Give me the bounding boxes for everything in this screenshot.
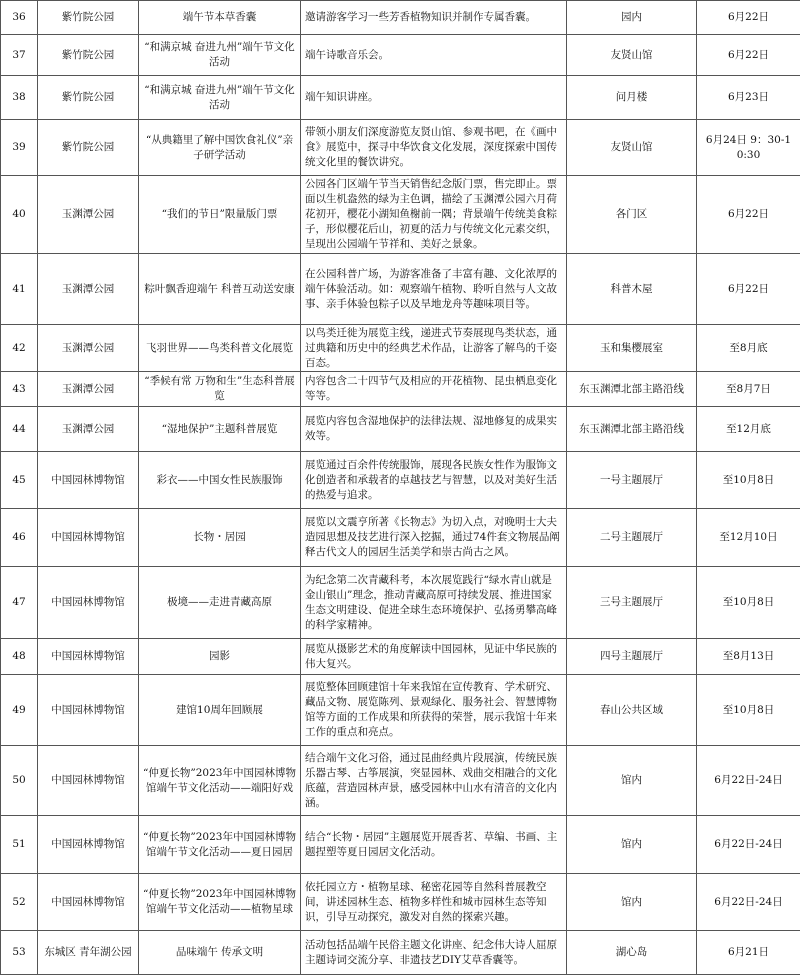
table-row: [1, 675, 800, 746]
activity-name: 品味端午 传承文明: [139, 931, 301, 975]
activity-date: 6月24日 9：30-10:30: [697, 120, 800, 176]
activity-location: 东玉渊潭北部主路沿线: [567, 407, 697, 452]
activity-name: “季候有常 万物和生”生态科普展览: [139, 372, 301, 407]
activity-date: 6月22日: [697, 176, 800, 254]
activity-description: 展览以文震亨所著《长物志》为切入点，对晚明士大夫造园思想及技艺进行深入挖掘，通过74件套文物展品阐释古代文人的园居生活美学和崇古尚古之风。: [301, 509, 567, 567]
park-name: 玉渊潭公园: [38, 372, 139, 407]
activity-date: 6月22日-24日: [697, 746, 800, 816]
activity-description: 邀请游客学习一些芳香植物知识并制作专属香囊。: [301, 1, 567, 35]
park-name: 紫竹院公园: [38, 1, 139, 35]
activity-location: 馆内: [567, 746, 697, 816]
activity-description: 结合端午文化习俗，通过昆曲经典片段展演，传统民族乐器古琴、古筝展演，突显园林、戏曲交相融合的文化底蕴，营造园林声景，感受园林中山水有清音的文化内涵。: [301, 746, 567, 816]
activity-date: 至10月8日: [697, 567, 800, 639]
row-number: 37: [1, 35, 38, 76]
activity-name: “从典籍里了解中国饮食礼仪”亲子研学活动: [139, 120, 301, 176]
activity-date: 6月22日: [697, 35, 800, 76]
activity-date: 至10月8日: [697, 452, 800, 509]
park-name: 中国园林博物馆: [38, 567, 139, 639]
row-number: 40: [1, 176, 38, 254]
activity-location: 湖心岛: [567, 931, 697, 975]
park-name: 紫竹院公园: [38, 76, 139, 120]
row-number: 38: [1, 76, 38, 120]
row-number: 49: [1, 675, 38, 746]
table-row: [1, 372, 800, 407]
activity-date: 至8月7日: [697, 372, 800, 407]
activity-description: 带领小朋友们深度游览友贤山馆、参观书吧，在《画中食》展览中，探寻中华饮食文化发展，深度探索中国传统文化里的餐饮讲究。: [301, 120, 567, 176]
activity-name: 园影: [139, 639, 301, 675]
activity-location: 园内: [567, 1, 697, 35]
table-row: [1, 746, 800, 816]
activity-date: 至12月10日: [697, 509, 800, 567]
row-number: 44: [1, 407, 38, 452]
table-row: [1, 254, 800, 325]
row-number: 42: [1, 325, 38, 372]
activity-name: “湿地保护”主题科普展览: [139, 407, 301, 452]
activity-description: 依托园立方・植物星球、秘密花园等自然科普展教空间，讲述园林生态、植物多样性和城市园林生态等知识，引导互动探究，激发对自然的探索兴趣。: [301, 874, 567, 931]
activity-name: 粽叶飘香迎端午 科普互动送安康: [139, 254, 301, 325]
activity-date: 6月22日-24日: [697, 874, 800, 931]
activity-date: 至10月8日: [697, 675, 800, 746]
activity-description: 活动包括品端午民俗主题文化讲座、纪念伟大诗人屈原主题诗词交流分享、非遗技艺DIY艾草香囊等。: [301, 931, 567, 975]
table-row: [1, 639, 800, 675]
row-number: 43: [1, 372, 38, 407]
table-row: [1, 931, 800, 975]
park-name: 玉渊潭公园: [38, 176, 139, 254]
table-row: [1, 407, 800, 452]
activity-date: 6月22日-24日: [697, 816, 800, 874]
table-row: [1, 76, 800, 120]
activity-date: 至12月底: [697, 407, 800, 452]
activity-description: 展览内容包含湿地保护的法律法规、湿地修复的成果实效等。: [301, 407, 567, 452]
activity-location: 二号主题展厅: [567, 509, 697, 567]
park-name: 玉渊潭公园: [38, 254, 139, 325]
row-number: 41: [1, 254, 38, 325]
activity-location: 问月楼: [567, 76, 697, 120]
activity-name: “我们的节日”限量版门票: [139, 176, 301, 254]
activity-location: 玉和集樱展室: [567, 325, 697, 372]
table-body: [1, 1, 800, 975]
activity-description: 展览从摄影艺术的角度解读中国园林，见证中华民族的伟大复兴。: [301, 639, 567, 675]
activity-date: 至8月13日: [697, 639, 800, 675]
park-name: 东城区 青年湖公园: [38, 931, 139, 975]
activity-location: 友贤山馆: [567, 120, 697, 176]
activity-name: “仲夏长物”2023年中国园林博物馆端午节文化活动——端阳好戏: [139, 746, 301, 816]
park-name: 紫竹院公园: [38, 35, 139, 76]
activity-location: 一号主题展厅: [567, 452, 697, 509]
row-number: 45: [1, 452, 38, 509]
activity-location: 科普木屋: [567, 254, 697, 325]
activity-name: 长物・居园: [139, 509, 301, 567]
table-row: [1, 452, 800, 509]
activity-description: 端午知识讲座。: [301, 76, 567, 120]
park-name: 中国园林博物馆: [38, 816, 139, 874]
activity-name: “和满京城 奋进九州”端午节文化活动: [139, 76, 301, 120]
park-name: 玉渊潭公园: [38, 407, 139, 452]
activity-date: 6月23日: [697, 76, 800, 120]
activity-location: 友贤山馆: [567, 35, 697, 76]
activity-name: 彩衣——中国女性民族服饰: [139, 452, 301, 509]
park-name: 中国园林博物馆: [38, 639, 139, 675]
activity-location: 春山公共区域: [567, 675, 697, 746]
row-number: 36: [1, 1, 38, 35]
row-number: 50: [1, 746, 38, 816]
activity-location: 各门区: [567, 176, 697, 254]
activity-location: 东玉渊潭北部主路沿线: [567, 372, 697, 407]
activity-name: 极境——走进青藏高原: [139, 567, 301, 639]
activity-description: 内容包含二十四节气及相应的开花植物、昆虫栖息变化等等。: [301, 372, 567, 407]
activity-name: 建馆10周年回顾展: [139, 675, 301, 746]
activity-location: 三号主题展厅: [567, 567, 697, 639]
row-number: 53: [1, 931, 38, 975]
row-number: 39: [1, 120, 38, 176]
park-name: 中国园林博物馆: [38, 746, 139, 816]
table-row: [1, 567, 800, 639]
activity-date: 至8月底: [697, 325, 800, 372]
park-name: 紫竹院公园: [38, 120, 139, 176]
activity-description: 以鸟类迁徙为展览主线，递进式节奏展现鸟类状态，通过典籍和历史中的经典艺术作品，让游客了解鸟的千姿百态。: [301, 325, 567, 372]
activity-date: 6月21日: [697, 931, 800, 975]
activity-name: 端午节本草香囊: [139, 1, 301, 35]
activity-description: 结合“长物・居园”主题展览开展香茗、草编、书画、主题捏塑等夏日园居文化活动。: [301, 816, 567, 874]
activity-location: 馆内: [567, 874, 697, 931]
table-row: [1, 120, 800, 176]
activity-description: 展览整体回顾建馆十年来我馆在宣传教育、学术研究、藏品文物、展览陈列、景观绿化、服务社会、智慧博物馆等方面的工作成果和所获得的荣誉，展示我馆十年来工作的重点和亮点。: [301, 675, 567, 746]
activity-date: 6月22日: [697, 1, 800, 35]
row-number: 46: [1, 509, 38, 567]
activity-location: 四号主题展厅: [567, 639, 697, 675]
activity-description: 公园各门区端午节当天销售纪念版门票，售完即止。票面以生机盎然的绿为主色调，描绘了玉渊潭公园六月荷花初开，樱花小湖知鱼榭前一隅；背景端午传统美食粽子，形似樱花后山，初夏的活力与传统文化元素交织，呈现出公园端午节祥和、美好之景象。: [301, 176, 567, 254]
park-name: 中国园林博物馆: [38, 675, 139, 746]
activity-description: 展览通过百余件传统服饰，展现各民族女性作为服饰文化创造者和承载者的卓越技艺与智慧，以及对美好生活的热爱与追求。: [301, 452, 567, 509]
activity-name: “仲夏长物”2023年中国园林博物馆端午节文化活动——夏日园居: [139, 816, 301, 874]
table-row: [1, 325, 800, 372]
park-name: 中国园林博物馆: [38, 452, 139, 509]
park-name: 中国园林博物馆: [38, 509, 139, 567]
park-name: 玉渊潭公园: [38, 325, 139, 372]
activity-date: 6月22日: [697, 254, 800, 325]
activity-name: “和满京城 奋进九州”端午节文化活动: [139, 35, 301, 76]
activity-location: 馆内: [567, 816, 697, 874]
table-row: [1, 816, 800, 874]
activity-name: “仲夏长物”2023年中国园林博物馆端午节文化活动——植物星球: [139, 874, 301, 931]
park-name: 中国园林博物馆: [38, 874, 139, 931]
activity-description: 在公园科普广场，为游客准备了丰富有趣、文化浓厚的端午体验活动。如：观察端午植物、聆听自然与人文故事、亲手体验包粽子以及旱地龙舟等趣味项目等。: [301, 254, 567, 325]
row-number: 51: [1, 816, 38, 874]
activity-description: 端午诗歌音乐会。: [301, 35, 567, 76]
activity-description: 为纪念第二次青藏科考，本次展览践行“绿水青山就是金山银山”理念，推动青藏高原可持续发展、推进国家生态文明建设、促进全球生态环境保护、弘扬勇攀高峰的科学家精神。: [301, 567, 567, 639]
row-number: 47: [1, 567, 38, 639]
table-row: [1, 874, 800, 931]
row-number: 52: [1, 874, 38, 931]
table-row: [1, 509, 800, 567]
table-row: [1, 176, 800, 254]
table-row: [1, 35, 800, 76]
table-row: [1, 1, 800, 35]
row-number: 48: [1, 639, 38, 675]
activity-name: 飞羽世界——鸟类科普文化展览: [139, 325, 301, 372]
